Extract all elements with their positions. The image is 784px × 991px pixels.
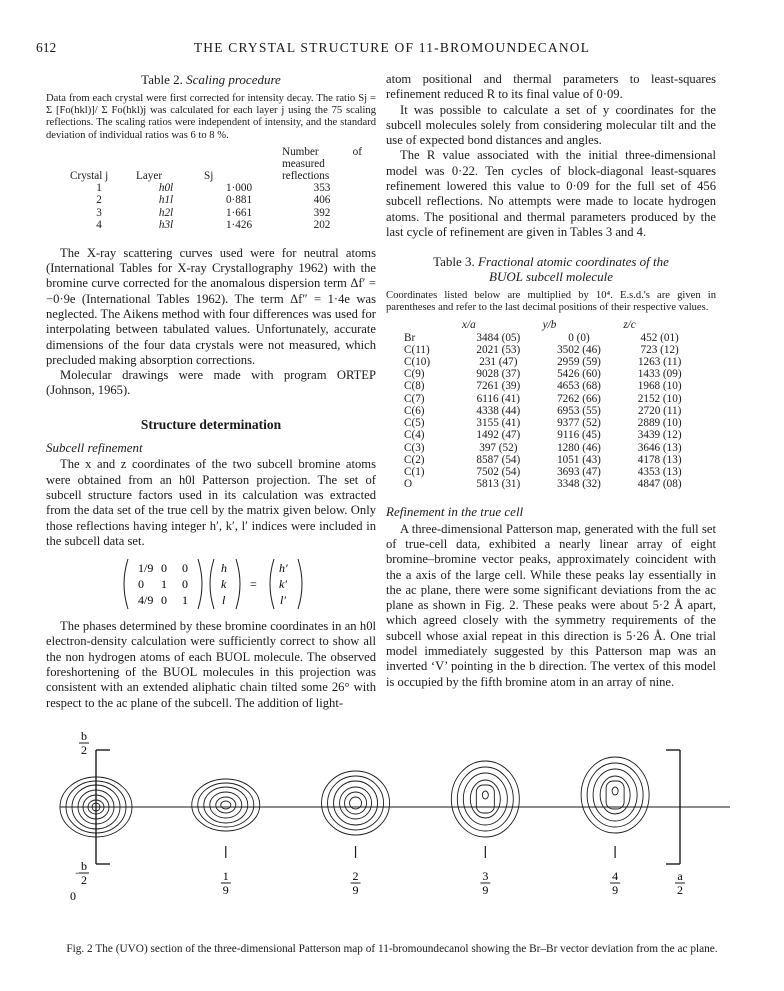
table-cell: h3l — [158, 219, 174, 232]
paragraph-refinement-cont: atom positional and thermal parameters to least-squares refinement reduced R to its final value of 0·09. — [386, 72, 716, 102]
table-cell: 1280 (46) — [557, 441, 601, 454]
paren-left — [270, 559, 274, 609]
x-tick-label — [675, 869, 685, 897]
paragraph-phases: The phases determined by these bromine coordinates in an h0l electron-density calculation were sufficiently correct to show all the non hydrogen atoms of each BUOL molecule. The observed foreshortening of the BUOL molecules in this projection was consistent with an extended aliphatic chain tilted some 26° with respect to the ac plane of the subcell. The addition of light- — [46, 619, 376, 710]
table-cell: 2959 (59) — [557, 356, 601, 369]
table3-col-header: x/a — [462, 318, 476, 331]
svg-text:3: 3 — [482, 869, 489, 883]
paren-right — [198, 559, 202, 609]
x-tick-label: 0 — [70, 889, 76, 903]
svg-text:9: 9 — [612, 883, 619, 897]
table-cell: 4 — [96, 219, 102, 232]
x-tick-label — [351, 869, 361, 897]
right-column — [386, 72, 716, 690]
table2 — [66, 146, 366, 232]
table-cell: 392 — [313, 206, 331, 219]
table3-col-header — [400, 319, 458, 332]
table-cell: 723 (12) — [640, 343, 679, 356]
left-column — [46, 72, 376, 711]
paren-right — [298, 559, 302, 609]
table-cell: 9116 (45) — [557, 429, 601, 442]
table-row — [66, 182, 366, 195]
table-row — [400, 380, 700, 392]
table3-note: Coordinates listed below are multiplied by 10⁴. E.s.d.'s are given in parentheses and refer to the last decimal positions of their respective values. — [386, 290, 716, 314]
table-cell: 231 (47) — [479, 356, 518, 369]
contour-line — [221, 801, 231, 809]
table-cell: C(11) — [404, 343, 430, 356]
table-row — [400, 332, 700, 344]
table2-caption-prefix: Table 2. — [141, 72, 183, 87]
table-cell: 1968 (10) — [637, 380, 682, 393]
table2-col-header: Number of measured reflections — [282, 145, 362, 182]
svg-text:2: 2 — [81, 873, 87, 887]
svg-text:9: 9 — [482, 883, 489, 897]
matrix-svg — [46, 555, 376, 613]
paragraph-scattering: The X-ray scattering curves used were for neutral atoms (International Tables for X-ray Crystallography 1962) with the bromine curve corrected for the anomalous dispersion term Δf′ = −0·9e (International Tables 1962). The term Δf″ = 1·4e was neglected. The Aikens method with four differences was used for interpolating between tabulated values. Unfortunately, accurate dimensions of the four data crystals were not measured, which precluded making absorption corrections. — [46, 245, 376, 367]
y-top-label — [79, 732, 89, 757]
table-cell: 1492 (47) — [476, 429, 521, 442]
svg-text:2: 2 — [677, 883, 683, 897]
result-cell: k′ — [279, 577, 287, 592]
table-cell: 7261 (39) — [476, 380, 521, 393]
table3-body — [400, 332, 700, 491]
table3 — [400, 319, 700, 491]
table-cell: 9028 (37) — [476, 368, 521, 381]
table-cell: C(4) — [404, 429, 425, 442]
matrix-cell: 0 — [161, 561, 167, 576]
section-heading: Structure determination — [140, 416, 282, 432]
table-cell: 6116 (41) — [476, 392, 521, 405]
result-cell: l′ — [280, 593, 286, 608]
table-cell: 1·661 — [225, 206, 253, 219]
table-cell: 3155 (41) — [476, 417, 521, 430]
table-cell: 1·000 — [225, 181, 253, 194]
table-row — [400, 368, 700, 380]
table2-caption — [46, 72, 376, 87]
table-cell: 397 (52) — [479, 441, 518, 454]
table-cell: C(9) — [404, 368, 425, 381]
table-row — [66, 207, 366, 220]
table-row — [400, 356, 700, 368]
table-cell: 4338 (44) — [476, 404, 521, 417]
paragraph-true-cell: A three-dimensional Patterson map, generated with the full set of true-cell data, exhibited a nearly linear array of eight bromine–bromine vector peaks, approximately coincident with the a axis of the large cell. While these peaks lay essentially in the ac plane, there were some significant deviations from the ac plane as shown in Fig. 2. These peaks were about 5·2 Å apart, which agreed closely with the symmetry requirements of the subcell whose axial repeat in this direction is 5·26 Å. One trial model immediately suggested by this Patterson map was an inverted ‘V’ pointing in the b direction. The vertex of this model is occupied by the fifth bromine atom in an array of nine. — [386, 521, 716, 689]
contour-line — [334, 781, 378, 825]
svg-text:a: a — [677, 869, 683, 883]
paren-left — [124, 559, 128, 609]
table-row — [400, 454, 700, 466]
y-bottom-label — [75, 859, 89, 887]
table-cell: h1l — [158, 194, 174, 207]
table-cell: 1051 (43) — [557, 453, 601, 466]
table-cell: 202 — [313, 219, 331, 232]
table-row — [400, 344, 700, 356]
subsection-heading: Subcell refinement — [46, 440, 143, 456]
table-row — [400, 442, 700, 454]
svg-text:−: − — [75, 866, 82, 880]
result-cell: h′ — [279, 561, 288, 576]
table-cell: Br — [404, 331, 416, 344]
table-cell: 2 — [96, 194, 102, 207]
patterson-map — [40, 732, 744, 932]
matrix-cell: 0 — [138, 577, 144, 592]
table3-header-row — [400, 319, 700, 332]
table-cell: 8587 (54) — [476, 453, 521, 466]
table-cell: 2720 (11) — [637, 404, 682, 417]
table-cell: 3693 (47) — [557, 465, 601, 478]
matrix-cell: 1/9 — [138, 561, 154, 576]
table-cell: 4847 (08) — [637, 478, 682, 491]
table-cell: h0l — [158, 181, 174, 194]
paragraph-r-value: The R value associated with the initial three-dimensional model was 0·22. Ten cycles of block-diagonal least-squares refinement lowered this value to 0·09 for the full set of 456 subcell reflections. No attempts were made to locate hydrogen atoms. The positional and thermal parameters produced by the last cycle of refinement are given in Tables 3 and 4. — [386, 148, 716, 239]
table-cell: 3348 (32) — [557, 478, 601, 491]
table2-header-row — [66, 146, 366, 182]
contour-line — [216, 797, 236, 813]
svg-text:b: b — [81, 732, 87, 743]
vector-cell: k — [221, 577, 227, 592]
table-cell: 5813 (31) — [476, 478, 521, 491]
contour-core — [482, 791, 488, 799]
table-cell: 5426 (60) — [557, 368, 601, 381]
table3-caption-title: Fractional atomic coordinates of the — [478, 254, 669, 270]
equals-sign: = — [250, 577, 257, 592]
subsection-heading: Refinement in the true cell — [386, 504, 524, 520]
matrix-cell: 1 — [182, 593, 188, 608]
contour-line — [198, 783, 254, 827]
table-row — [400, 466, 700, 478]
x-tick-label — [221, 869, 231, 897]
table-cell: 2021 (53) — [476, 343, 521, 356]
table-cell: C(8) — [404, 380, 425, 393]
table-cell: C(7) — [404, 392, 425, 405]
table-cell: h2l — [158, 206, 174, 219]
table3-caption — [386, 254, 716, 284]
table-cell: C(6) — [404, 404, 425, 417]
table-cell: C(2) — [404, 453, 425, 466]
svg-text:b: b — [81, 859, 87, 873]
contour-core — [612, 787, 618, 795]
figure-caption: Fig. 2 The (UVO) section of the three-dimensional Patterson map of 11-bromoundecanol showing the Br–Br vector deviation from the ac plane. — [66, 943, 718, 955]
table-cell: C(1) — [404, 465, 425, 478]
svg-text:9: 9 — [222, 883, 229, 897]
table-cell: 452 (01) — [640, 331, 679, 344]
contour-line — [328, 776, 384, 830]
svg-text:9: 9 — [352, 883, 359, 897]
table-cell: 3484 (05) — [476, 331, 521, 344]
contour-line — [210, 792, 242, 818]
table-cell: 1433 (09) — [637, 368, 682, 381]
table3-col-header: y/b — [542, 318, 557, 331]
table-cell: 4353 (13) — [637, 465, 682, 478]
svg-text:2: 2 — [352, 869, 359, 883]
matrix-cell: 0 — [182, 577, 188, 592]
x-tick-label — [480, 869, 490, 897]
table-cell: 0 (0) — [568, 331, 590, 344]
svg-text:4: 4 — [612, 869, 619, 883]
paren-left — [210, 559, 214, 609]
table-cell: 4653 (68) — [557, 380, 601, 393]
table-row — [400, 429, 700, 441]
table3-caption-title: BUOL subcell molecule — [489, 269, 613, 285]
table-cell: 3502 (46) — [557, 343, 601, 356]
transformation-matrix — [46, 555, 376, 613]
patterson-figure — [40, 732, 744, 932]
svg-text:1: 1 — [222, 869, 229, 883]
table-cell: 7262 (66) — [557, 392, 601, 405]
table-cell: 406 — [313, 194, 331, 207]
matrix-cell: 1 — [161, 577, 167, 592]
table-cell: 7502 (54) — [476, 465, 521, 478]
table-cell: 6953 (55) — [557, 404, 601, 417]
x-tick-label — [610, 869, 620, 897]
table2-col-header: Sj — [204, 169, 214, 182]
table-cell: C(3) — [404, 441, 425, 454]
matrix-cell: 0 — [161, 593, 167, 608]
table-row — [400, 417, 700, 429]
table-cell: 9377 (52) — [557, 417, 601, 430]
table-cell: C(10) — [404, 356, 431, 369]
table2-body — [66, 182, 366, 232]
table-row — [400, 405, 700, 417]
table-cell: 2889 (10) — [637, 417, 682, 430]
table-cell: 4178 (13) — [637, 453, 682, 466]
matrix-cell: 4/9 — [138, 593, 154, 608]
table-row — [66, 219, 366, 232]
vector-cell: l — [222, 593, 226, 608]
table2-caption-title: Scaling procedure — [186, 72, 281, 87]
table-row — [66, 194, 366, 207]
table-cell: 3 — [96, 206, 102, 219]
table2-col-header: Layer — [136, 169, 163, 182]
page-header — [36, 40, 748, 58]
svg-text:2: 2 — [81, 743, 87, 757]
table-row — [400, 393, 700, 405]
running-title: THE CRYSTAL STRUCTURE OF 11-BROMOUNDECANOL — [193, 40, 591, 55]
table-cell: 3646 (13) — [637, 441, 682, 454]
table-cell: O — [404, 478, 413, 491]
table3-col-header: z/c — [623, 318, 636, 331]
table-cell: C(5) — [404, 417, 425, 430]
table-cell: 0·881 — [225, 194, 253, 207]
vector-cell: h — [221, 561, 227, 576]
page-number: 612 — [36, 40, 57, 55]
paren-right — [236, 559, 240, 609]
table-row — [400, 478, 700, 490]
table-cell: 1·426 — [225, 219, 253, 232]
matrix-cell: 0 — [182, 561, 188, 576]
table3-caption-prefix: Table 3. — [433, 254, 475, 270]
contour-line — [345, 792, 367, 814]
table2-col-header: Crystal j — [70, 169, 109, 182]
table2-note: Data from each crystal were first corrected for intensity decay. The ratio Sj = Σ [Fo(hkl)]/ Σ Fo(hkl)j was calculated for each layer j using the 75 scaling reflections. The scaling ratios were independent of intensity, and the standard deviation of individual ratios was 6 to 8 %. — [46, 93, 376, 141]
paragraph-ortep: Molecular drawings were made with program ORTEP (Johnson, 1965). — [46, 368, 376, 398]
table-cell: 1 — [96, 181, 102, 194]
table-cell: 2152 (10) — [637, 392, 682, 405]
table-cell: 3439 (12) — [637, 429, 682, 442]
paragraph-subcell: The x and z coordinates of the two subcell bromine atoms were obtained from an h0l Patterson projection. The set of subcell structure factors used in its calculation was extracted from the data set of the true cell by the matrix given below. Only those reflections having integer h′, k′, l′ indices were included in the subcell data set. — [46, 457, 376, 548]
table-cell: 1263 (11) — [637, 356, 682, 369]
table-cell: 353 — [313, 181, 331, 194]
paragraph-y-coordinates: It was possible to calculate a set of y coordinates for the subcell molecules solely from considering molecular tilt and the use of expected bond distances and angles. — [386, 102, 716, 148]
